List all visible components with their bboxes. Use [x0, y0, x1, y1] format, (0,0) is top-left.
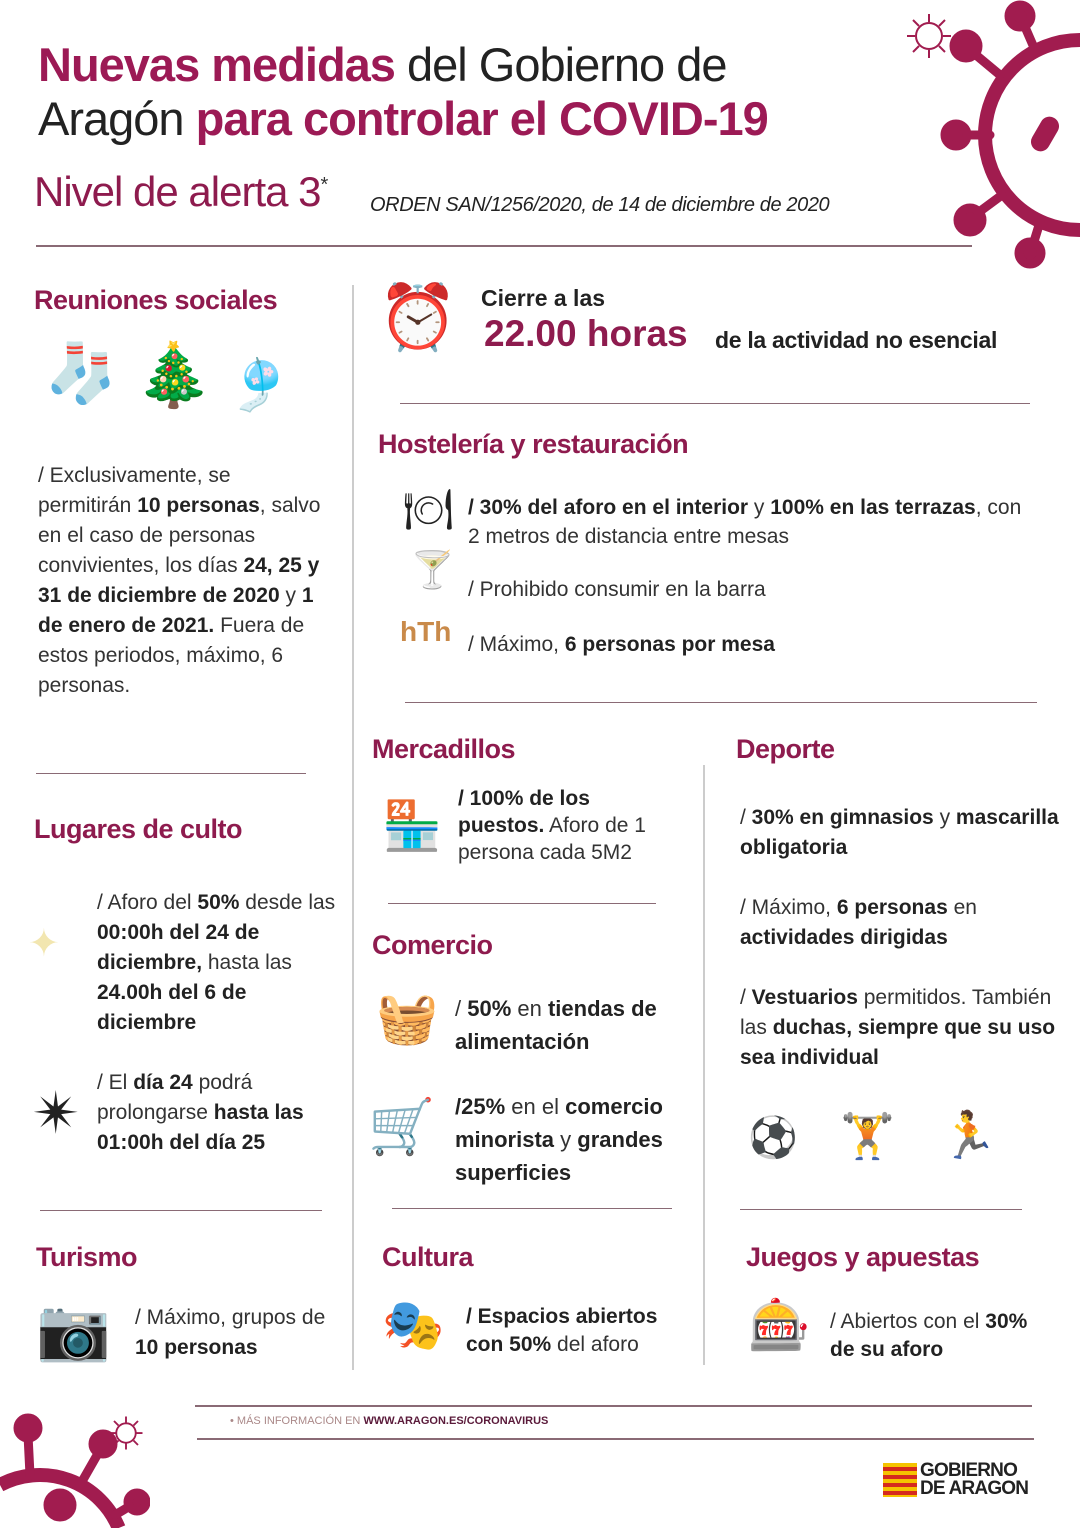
cierre-post: de la actividad no esencial [715, 327, 998, 353]
column-divider [703, 765, 705, 1365]
text: / [740, 986, 752, 1009]
divider [36, 773, 306, 774]
heading-juegos: Juegos y apuestas [746, 1242, 980, 1272]
bold-text: actividades dirigidas [740, 926, 948, 949]
turismo-text [135, 1303, 335, 1363]
website-link[interactable]: WWW.ARAGON.ES/CORONAVIRUS [363, 1415, 549, 1427]
bold-text: 50% [197, 891, 240, 914]
bold-text: /25% [455, 1094, 506, 1119]
text: / Exclusivamente, se permitirán [38, 464, 231, 517]
culto-text-2 [97, 1068, 337, 1158]
sparkle-icon: ✦ [28, 923, 60, 965]
bold-text: / 30% del aforo en el interior [468, 496, 749, 519]
title-line-2 [38, 92, 768, 146]
text: y [748, 496, 771, 519]
theater-masks-icon: 🎭 [382, 1297, 445, 1353]
divider [197, 1438, 1034, 1440]
heading-turismo: Turismo [36, 1242, 138, 1272]
heading-deporte: Deporte [736, 734, 835, 764]
text: / Máximo, [740, 896, 837, 919]
bold-text: 6 personas [836, 896, 948, 919]
logo-line-1: GOBIERNO [920, 1460, 1018, 1481]
bold-text: hasta las 01:00h del día 25 [97, 1101, 304, 1154]
text: y [933, 806, 956, 829]
text: Fuera de estos periodos, máximo, 6 personas. [38, 614, 305, 697]
aragon-flag-icon [883, 1463, 917, 1497]
runner-icon: 🏃 [940, 1109, 998, 1161]
alert-level-text: Nivel de alerta 3 [34, 168, 321, 215]
text: / Aforo del [97, 891, 198, 914]
ornaments-icon: 🎐 [228, 357, 291, 413]
text: / [740, 806, 752, 829]
star-icon: ✴ [32, 1081, 81, 1146]
text: hasta las [202, 951, 292, 974]
bold-text: 10 personas [135, 1336, 258, 1359]
cierre-pre: Cierre a las [481, 285, 606, 311]
weightlifter-icon: 🏋 [840, 1112, 895, 1161]
heading-mercadillos: Mercadillos [372, 734, 516, 764]
text: / Máximo, grupos de [135, 1306, 326, 1329]
bold-text: Nuevas medidas [38, 38, 395, 91]
deporte-item [740, 803, 1060, 863]
divider [405, 702, 1037, 703]
deporte-item [740, 893, 1060, 953]
virus-illustration-top-right [940, 0, 1080, 270]
heading-comercio: Comercio [372, 930, 493, 960]
bold-text: 00:00h del 24 de diciembre, [97, 921, 260, 974]
text: desde las [239, 891, 336, 914]
text: / Abiertos con el [830, 1310, 986, 1333]
bold-text: duchas, siempre que su uso sea individual [740, 1016, 1056, 1069]
divider [740, 1209, 1022, 1210]
bold-text: 100% en las terrazas [770, 496, 976, 519]
table-chairs-icon: hTh [400, 616, 452, 647]
bold-text: 50% [467, 996, 512, 1021]
bold-text: tiendas de alimentación [455, 996, 657, 1054]
text: / El [97, 1071, 134, 1094]
bold-text: 1 de enero de 2021. [38, 584, 314, 637]
gobierno-aragon-logo [883, 1462, 1028, 1498]
bold-text: 30% en gimnasios [751, 806, 934, 829]
page-title [38, 38, 768, 146]
text: en el [505, 1094, 566, 1119]
cultura-text [466, 1303, 696, 1359]
hosteleria-item [468, 575, 766, 605]
bold-text: para controlar el COVID-19 [195, 92, 768, 145]
heading-hosteleria: Hostelería y restauración [378, 429, 689, 459]
poker-chips-icon: 🎰 [748, 1297, 811, 1353]
bold-text: 10 personas [137, 494, 260, 517]
title-line-1 [38, 38, 768, 92]
deporte-item [740, 983, 1070, 1073]
bold-text: Vestuarios [751, 986, 858, 1009]
divider [400, 403, 1030, 404]
mercadillos-text [458, 785, 673, 866]
comercio-item [455, 1090, 700, 1189]
asterisk: * [320, 174, 328, 196]
heading-culto: Lugares de culto [34, 814, 243, 844]
text: del Gobierno de [394, 38, 727, 91]
text: y [554, 1127, 578, 1152]
text: , salvo en el caso de personas convivientes, los días [38, 494, 321, 577]
grocery-basket-icon: 🧺 [376, 990, 439, 1046]
small-virus-icon-bottom [108, 1415, 144, 1451]
text: , con 2 metros de distancia entre mesas [468, 496, 1022, 548]
bold-text: 24, 25 y 31 de diciembre de 2020 [38, 554, 320, 607]
shopping-cart-icon: 🛒 [368, 1097, 436, 1157]
hosteleria-item [468, 493, 1038, 551]
text: Aforo de 1 persona cada 5M2 [458, 814, 646, 864]
text: Aragón [38, 92, 196, 145]
market-stall-icon: 🏪 [382, 800, 442, 853]
bold-text: 24.00h del 6 de diciembre [97, 981, 247, 1034]
alert-level [34, 168, 327, 216]
divider [36, 245, 972, 247]
bold-text: día 24 [133, 1071, 193, 1094]
soccer-ball-icon: ⚽ [748, 1116, 798, 1160]
column-divider [352, 285, 354, 1370]
heading-cultura: Cultura [382, 1242, 473, 1272]
hosteleria-item [468, 630, 775, 660]
divider [388, 903, 656, 904]
bold-text: 6 personas por mesa [564, 633, 775, 656]
text: podrá prolongarse [97, 1071, 253, 1124]
more-info-label: MÁS INFORMACIÓN EN [236, 1415, 364, 1427]
culto-text-1 [97, 888, 347, 1038]
text: en [947, 896, 977, 919]
christmas-tree-icon: 🎄 [135, 341, 213, 410]
bold-text: comercio minorista [455, 1094, 663, 1152]
small-virus-icon-top [905, 12, 953, 60]
text: y [279, 584, 302, 607]
divider [195, 1405, 1032, 1407]
text: / [455, 996, 468, 1021]
alarm-clock-icon: ⏰ [378, 281, 458, 353]
cocktail-icon: 🍸 [410, 549, 455, 590]
camera-icon: 📷 [36, 1296, 111, 1363]
juegos-text [830, 1308, 1030, 1364]
logo-line-2: DE ARAGON [920, 1478, 1029, 1499]
bold-text: 30% de su aforo [830, 1310, 1028, 1361]
cierre-time: 22.00 horas [484, 313, 688, 354]
text: del aforo [551, 1333, 639, 1356]
text: en [511, 996, 548, 1021]
bold-text: / 100% de los puestos. [458, 787, 590, 837]
more-info: • MÁS INFORMACIÓN EN WWW.ARAGON.ES/CORONAVIRUS [230, 1415, 549, 1427]
bold-text: mascarilla obligatoria [740, 806, 1059, 859]
bold-text: / Espacios abiertos con 50% [466, 1305, 658, 1356]
cloche-icon: 🍽 [403, 488, 454, 532]
text: / Máximo, [468, 633, 565, 656]
heading-reuniones: Reuniones sociales [34, 285, 278, 315]
order-reference: ORDEN SAN/1256/2020, de 14 de diciembre de 2020 [370, 194, 830, 216]
comercio-item [455, 992, 695, 1058]
divider [40, 1210, 322, 1211]
reuniones-text [38, 461, 328, 701]
text: / Prohibido consumir en la barra [468, 578, 766, 601]
divider [392, 1208, 672, 1209]
text: permitidos. También las [740, 986, 1052, 1039]
stocking-icon: 🧦 [45, 341, 118, 406]
bold-text: grandes superficies [455, 1127, 663, 1185]
